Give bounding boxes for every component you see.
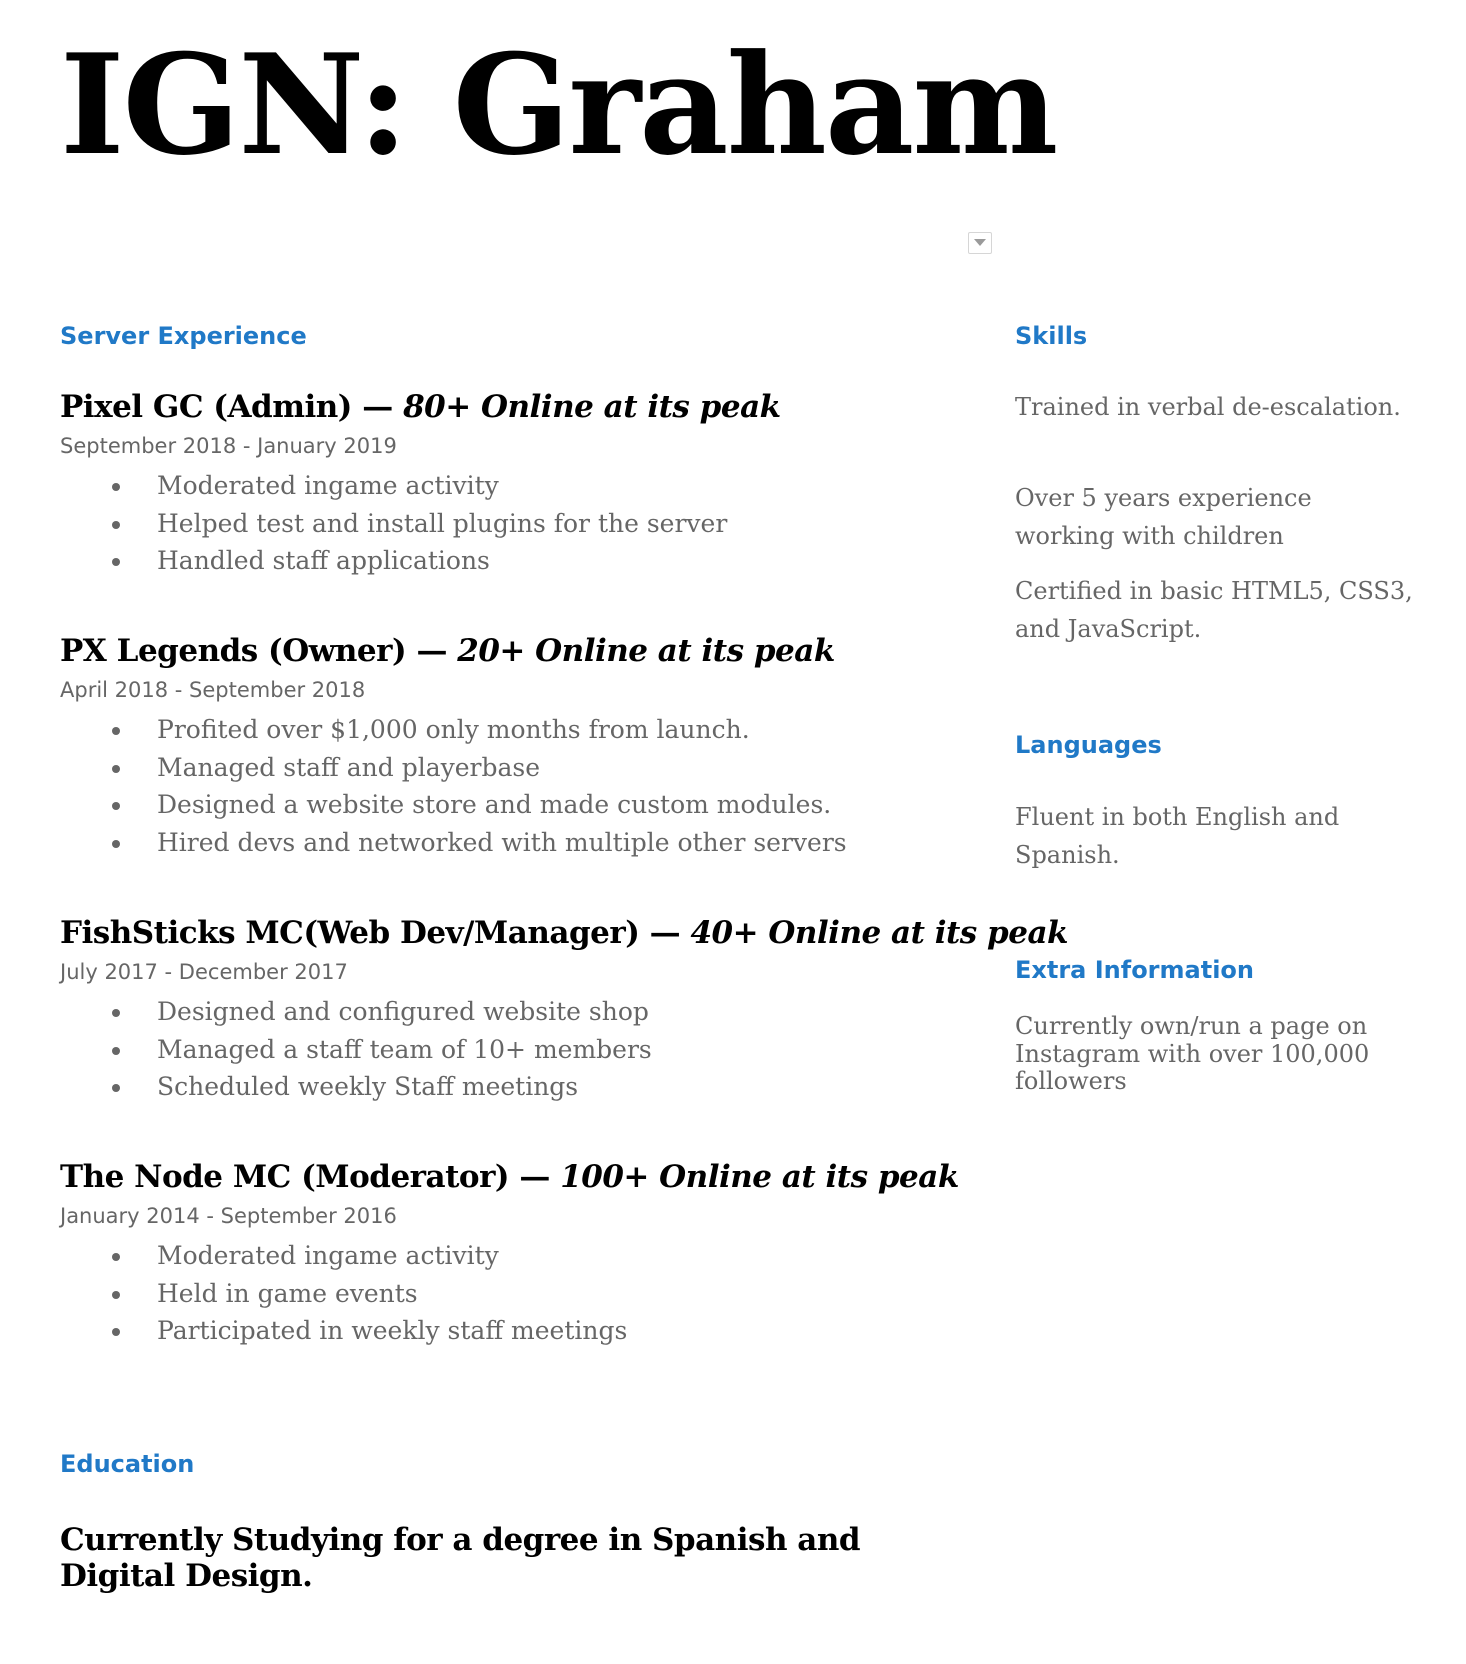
job-name: PX Legends (Owner) — [60, 633, 407, 669]
job-title — [60, 387, 960, 427]
bullet-icon — [112, 1253, 120, 1261]
job-peak: 100+ Online at its peak — [560, 1159, 959, 1195]
job-bullets — [60, 711, 960, 861]
page-title: IGN: Graham — [60, 23, 1057, 186]
list-item: Held in game events — [60, 1275, 960, 1313]
job-bullets — [60, 1237, 960, 1350]
job-separator: — — [649, 915, 681, 951]
job-dates: July 2017 - December 2017 — [60, 960, 348, 984]
job-separator: — — [416, 633, 447, 669]
skills-heading: Skills — [1015, 322, 1088, 350]
list-item: Designed and configured website shop — [60, 993, 960, 1031]
bullet-icon — [112, 727, 120, 735]
list-item: Handled staff applications — [60, 542, 960, 580]
bullet-icon — [112, 558, 120, 566]
job-name: Pixel GC (Admin) — [60, 389, 352, 425]
dropdown-toggle[interactable] — [968, 232, 992, 254]
languages-heading: Languages — [1015, 731, 1162, 759]
chevron-down-icon — [974, 239, 986, 246]
job-entry — [60, 913, 1069, 1106]
job-bullets — [60, 993, 960, 1106]
job-name: FishSticks MC(Web Dev/Manager) — [60, 915, 640, 951]
bullet-icon — [112, 483, 120, 491]
list-item: Participated in weekly staff meetings — [60, 1312, 960, 1350]
job-peak: 20+ Online at its peak — [457, 633, 835, 669]
list-item: Designed a website store and made custom modules. — [60, 786, 960, 824]
extra-info-text: Currently own/run a page on Instagram with over 100,000 followers — [1015, 1012, 1370, 1095]
job-peak: 40+ Online at its peak — [690, 915, 1069, 951]
bullet-icon — [112, 765, 120, 773]
bullet-icon — [112, 1291, 120, 1299]
list-item: Moderated ingame activity — [60, 1237, 960, 1275]
list-item: Managed staff and playerbase — [60, 749, 960, 787]
job-separator: — — [519, 1159, 550, 1195]
job-title — [60, 913, 1069, 953]
list-item: Hired devs and networked with multiple other servers — [60, 824, 960, 862]
job-separator: — — [362, 389, 393, 425]
bullet-icon — [112, 802, 120, 810]
skill-item: Certified in basic HTML5, CSS3, and JavaScript. — [1015, 577, 1413, 643]
job-title — [60, 631, 960, 671]
list-item: Moderated ingame activity — [60, 467, 960, 505]
job-dates: January 2014 - September 2016 — [60, 1204, 397, 1228]
job-entry — [60, 631, 960, 861]
job-peak: 80+ Online at its peak — [403, 389, 781, 425]
skill-item: Over 5 years experience working with children — [1015, 484, 1312, 550]
bullet-icon — [112, 521, 120, 529]
job-name: The Node MC (Moderator) — [60, 1159, 510, 1195]
job-entry — [60, 1157, 960, 1350]
bullet-icon — [112, 840, 120, 848]
education-text: Currently Studying for a degree in Spanish and Digital Design. — [60, 1522, 861, 1594]
list-item: Profited over $1,000 only months from launch. — [60, 711, 960, 749]
extra-info-heading: Extra Information — [1015, 956, 1254, 984]
job-title — [60, 1157, 960, 1197]
experience-heading: Server Experience — [60, 322, 307, 350]
job-dates: September 2018 - January 2019 — [60, 434, 397, 458]
list-item: Managed a staff team of 10+ members — [60, 1031, 960, 1069]
languages-text: Fluent in both English and Spanish. — [1015, 803, 1340, 869]
bullet-icon — [112, 1328, 120, 1336]
education-heading: Education — [60, 1450, 195, 1478]
skill-item: Trained in verbal de-escalation. — [1015, 393, 1401, 421]
bullet-icon — [112, 1009, 120, 1017]
bullet-icon — [112, 1047, 120, 1055]
list-item: Helped test and install plugins for the server — [60, 505, 960, 543]
job-entry — [60, 387, 960, 580]
bullet-icon — [112, 1084, 120, 1092]
list-item: Scheduled weekly Staff meetings — [60, 1068, 960, 1106]
job-dates: April 2018 - September 2018 — [60, 678, 366, 702]
job-bullets — [60, 467, 960, 580]
